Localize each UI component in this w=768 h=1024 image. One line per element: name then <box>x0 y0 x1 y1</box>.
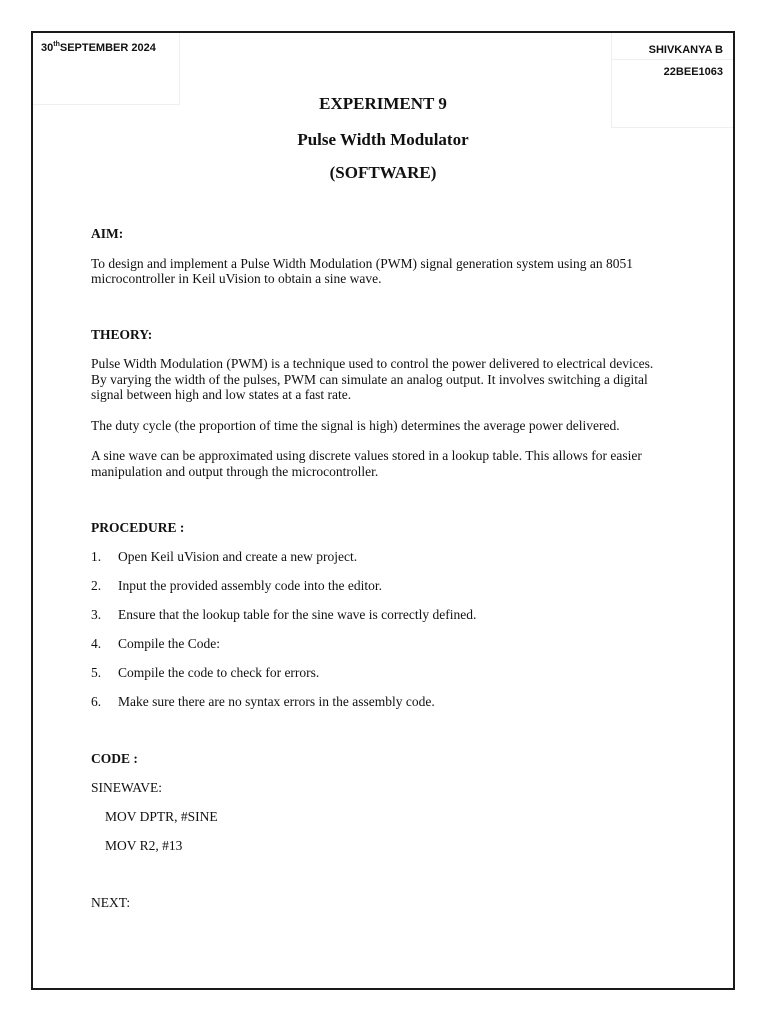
step-text: Open Keil uVision and create a new project. <box>118 548 358 564</box>
date-month-year: SEPTEMBER 2024 <box>59 42 156 54</box>
procedure-heading: PROCEDURE : <box>91 520 185 535</box>
code-line: MOV R2, #13 <box>105 837 183 853</box>
header-divider <box>612 59 733 60</box>
aim-text: To design and implement a Pulse Width Modulation (PWM) signal generation system using an 8051 microcontroller in Keil uVision to obtain a sine wave. <box>91 255 633 286</box>
code-line: SINEWAVE: <box>91 779 163 795</box>
theory-paragraph: A sine wave can be approximated using discrete values stored in a lookup table. This allows for easier manipulation and output through the microcontroller. <box>91 448 642 479</box>
step-text: Compile the Code: <box>118 635 220 651</box>
procedure-step <box>91 607 671 623</box>
code-line: NEXT: <box>91 895 131 910</box>
step-number: 2. <box>91 577 102 593</box>
theory-paragraph: The duty cycle (the proportion of time the signal is high) determines the average power delivered. <box>91 417 620 433</box>
code-line: MOV DPTR, #SINE <box>105 808 218 824</box>
procedure-step <box>91 665 671 681</box>
document-body <box>91 226 671 911</box>
experiment-mode: (SOFTWARE) <box>329 163 437 182</box>
code-heading: CODE : <box>91 751 138 766</box>
procedure-step <box>91 549 671 565</box>
document-page <box>31 31 735 990</box>
header-date <box>41 42 156 54</box>
author-name: SHIVKANYA B <box>648 44 723 56</box>
step-number: 5. <box>91 664 102 680</box>
step-number: 4. <box>91 635 102 651</box>
procedure-step <box>91 636 671 652</box>
step-text: Ensure that the lookup table for the sine wave is correctly defined. <box>118 606 477 622</box>
procedure-step <box>91 694 671 710</box>
roll-number: 22BEE1063 <box>663 66 723 78</box>
step-text: Make sure there are no syntax errors in the assembly code. <box>118 693 435 709</box>
date-suffix: th <box>53 41 60 48</box>
experiment-title: EXPERIMENT 9 <box>319 94 447 113</box>
theory-heading: THEORY: <box>91 326 153 342</box>
procedure-step <box>91 578 671 594</box>
experiment-subject: Pulse Width Modulator <box>297 130 469 149</box>
step-number: 6. <box>91 693 102 709</box>
aim-heading: AIM: <box>91 226 124 241</box>
step-text: Input the provided assembly code into the editor. <box>118 577 382 593</box>
step-text: Compile the code to check for errors. <box>118 664 320 680</box>
theory-paragraph: Pulse Width Modulation (PWM) is a technique used to control the power delivered to electrical devices. By varying the width of the pulses, PWM can simulate an analog output. It involves switching a digital signal between high and low states at a fast rate. <box>91 356 654 402</box>
step-number: 3. <box>91 606 102 622</box>
date-day: 30 <box>41 42 54 54</box>
step-number: 1. <box>91 548 102 564</box>
